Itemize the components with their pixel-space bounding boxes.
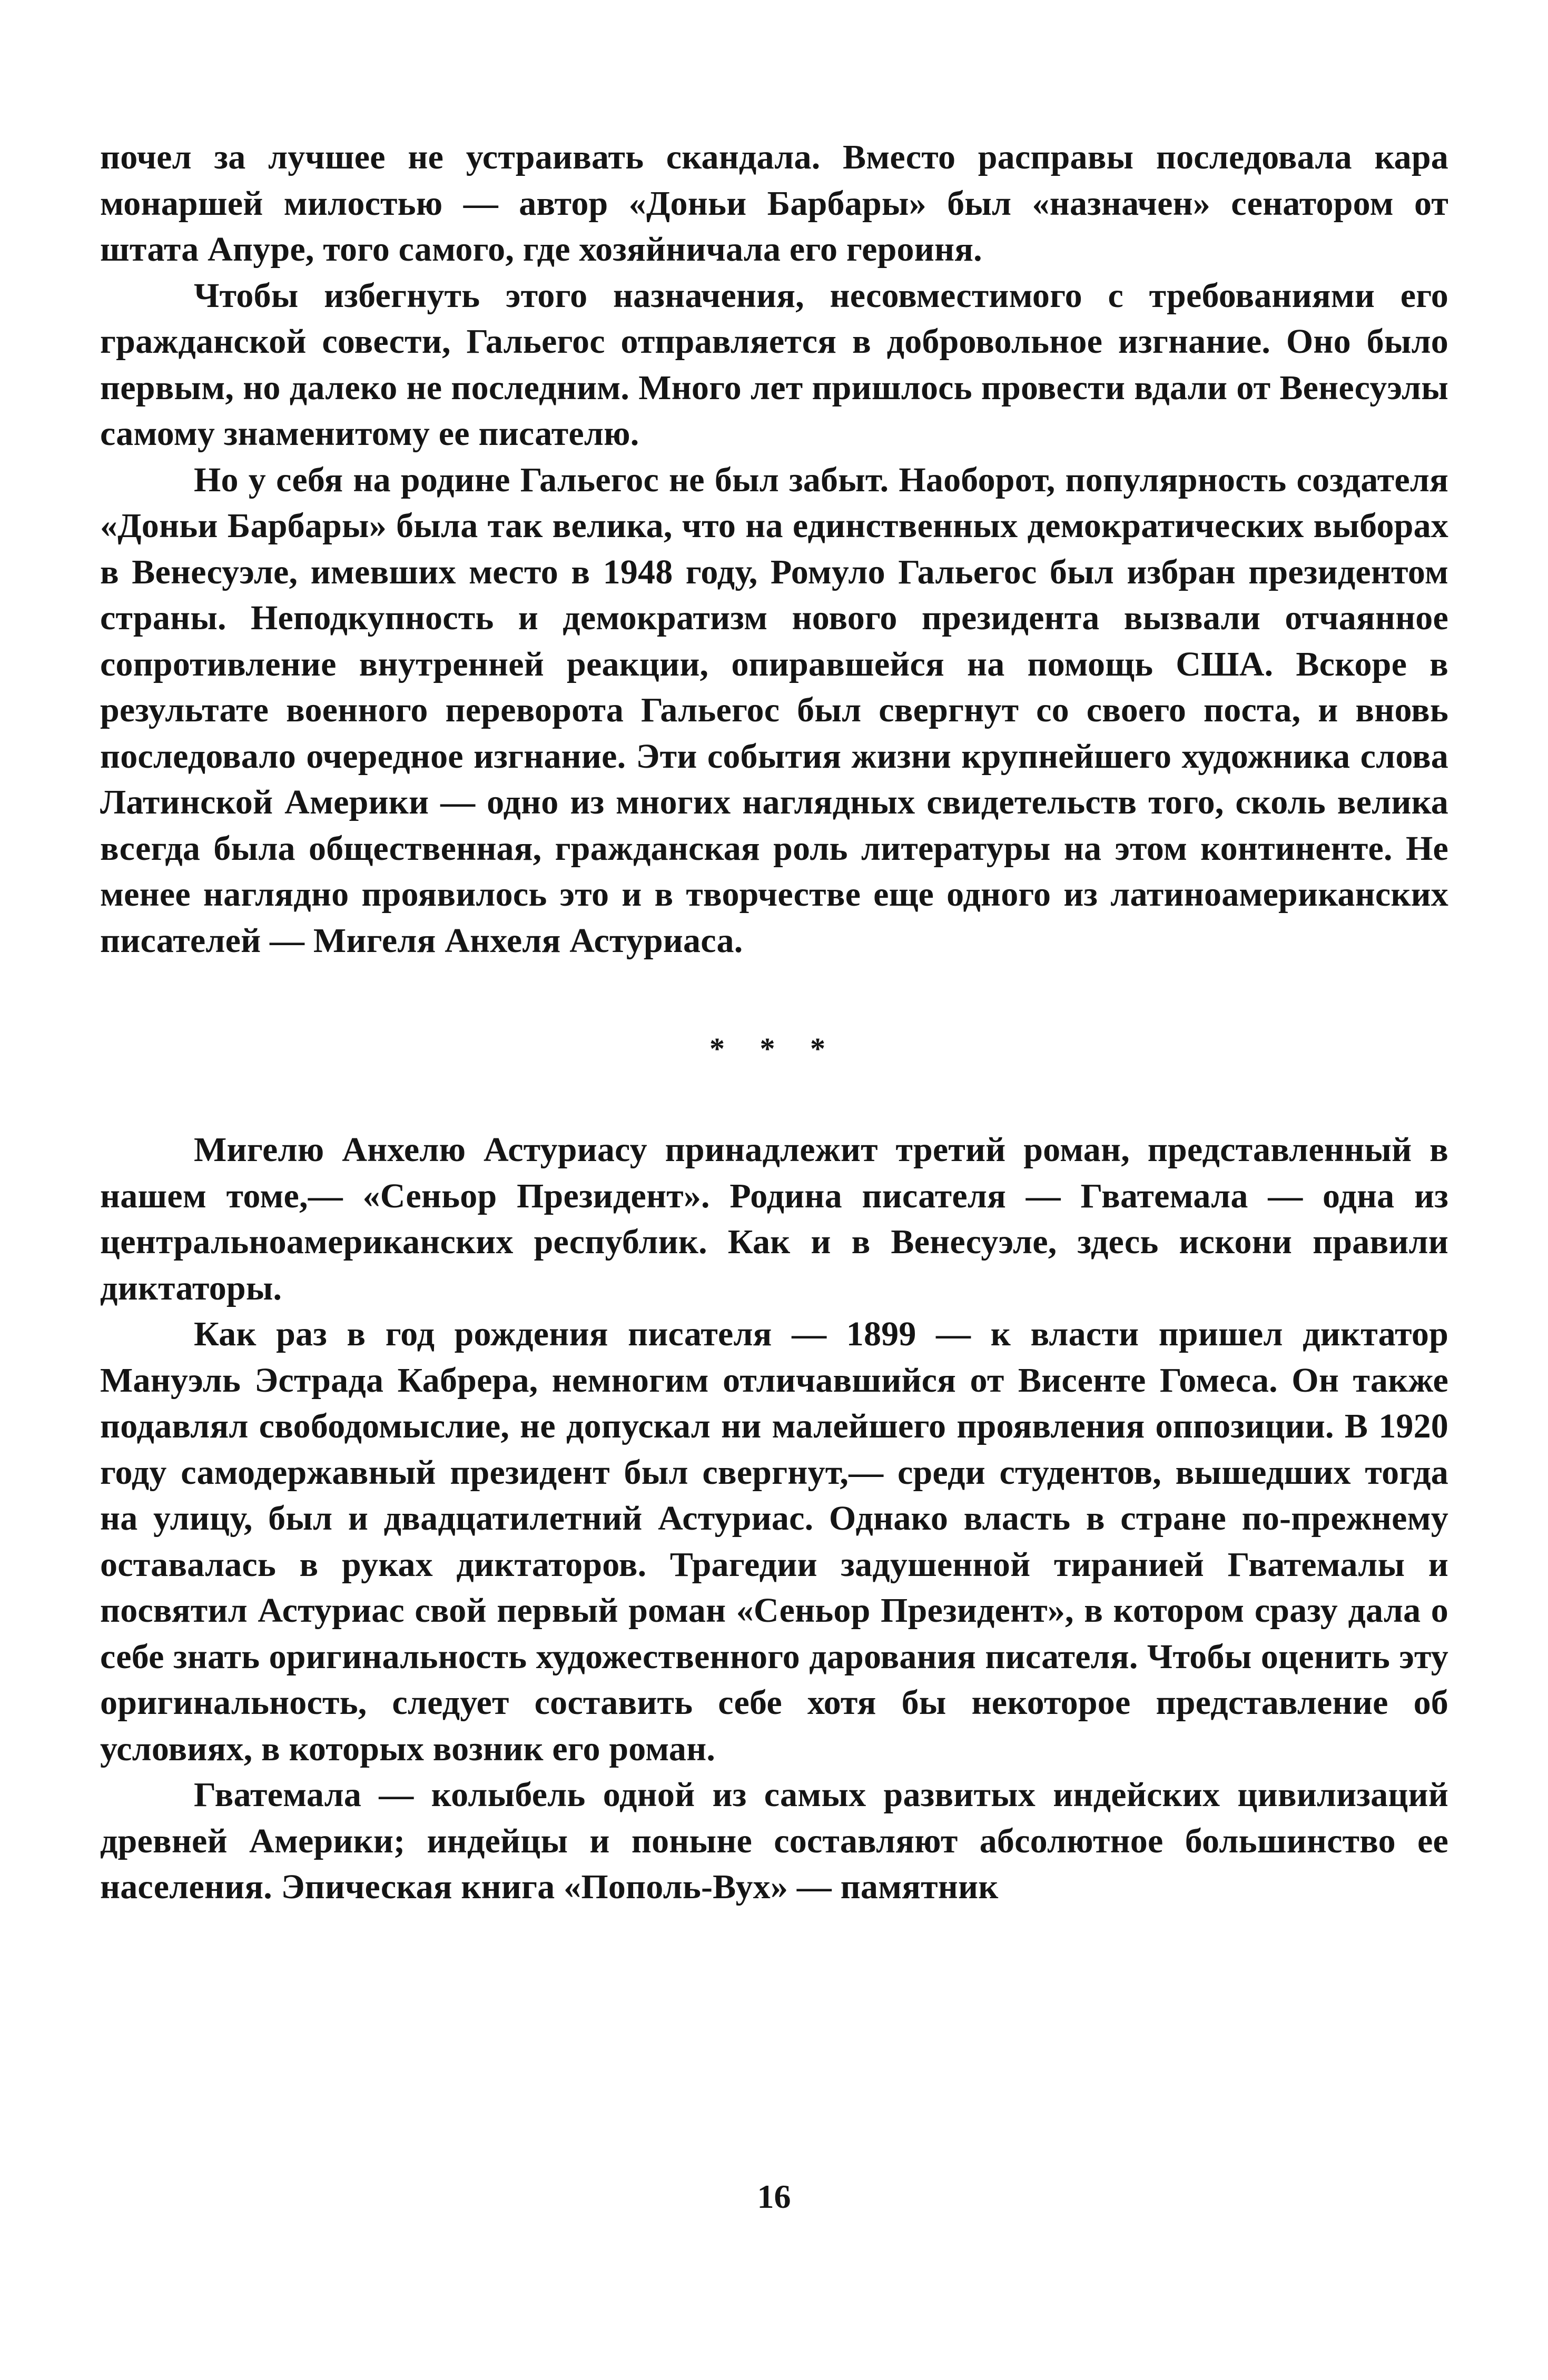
page-number: 16 [757,2178,791,2215]
paragraph: Гватемала — колыбель одной из самых развитых индейских цивилизаций древней Америки; индейцы и поныне составляют абсолютное большинство ее населения. Эпическая книга «Пополь-Вух» — памятник [100,1776,1448,1906]
paragraph: Как раз в год рождения писателя — 1899 — к власти пришел диктатор Мануэль Эстрада Кабрера, немногим отличавшийся от Висенте Гомеса. Он также подавлял свободомыслие, не допускал ни малейшего проявления оппозиции. В 1920 году самодержавный президент был свергнут,— среди студентов, вышедших тогда на улицу, был и двадцатилетний Астуриас. Однако власть в стране по-прежнему оставалась в руках диктаторов. Трагедии задушенной тиранией Гватемалы и посвятил Астуриас свой первый роман «Сеньор Президент», в котором сразу дала о себе знать оригинальность художественного дарования писателя. Чтобы оценить эту оригинальность, следует составить себе хотя бы некоторое представление об условиях, в которых возник его роман. [100,1315,1448,1768]
paragraph: Мигелю Анхелю Астуриасу принадлежит третий роман, представленный в нашем томе,— «Сеньор Президент». Родина писателя — Гватемала — одна из центральноамериканских республик. Как и в Венесуэле, здесь искони правили диктаторы. [100,1130,1448,1307]
paragraph: Чтобы избегнуть этого назначения, несовместимого с требованиями его гражданской совести, Гальегос отправляется в добровольное изгнание. Оно было первым, но далеко не последним. Много лет пришлось провести вдали от Венесуэлы самому знаменитому ее писателю. [100,276,1448,453]
paragraph: Но у себя на родине Гальегос не был забыт. Наоборот, популярность создателя «Доньи Барбары» была так велика, что на единственных демократических выборах в Венесуэле, имевших место в 1948 году, Ромуло Гальегос был избран президентом страны. Неподкупность и демократизм нового президента вызвали отчаянное сопротивление внутренней реакции, опиравшейся на помощь США. Вскоре в результате военного переворота Гальегос был свергнут со своего поста, и вновь последовало очередное изгнание. Эти события жизни крупнейшего художника слова Латинской Америки — одно из многих наглядных свидетельств того, сколь велика всегда была общественная, гражданская роль литературы на этом континенте. Не менее наглядно проявилось это и в творчестве еще одного из латиноамериканских писателей — Мигеля Анхеля Астуриаса. [100,460,1448,960]
document-page [100,134,1448,1910]
paragraph: почел за лучшее не устраивать скандала. Вместо расправы последовала кара монаршей милостью — автор «Доньи Барбары» был «назначен» сенатором от штата Апуре, того самого, где хозяйничала его героиня. [100,138,1448,269]
section-separator: * * * [709,1032,839,1066]
